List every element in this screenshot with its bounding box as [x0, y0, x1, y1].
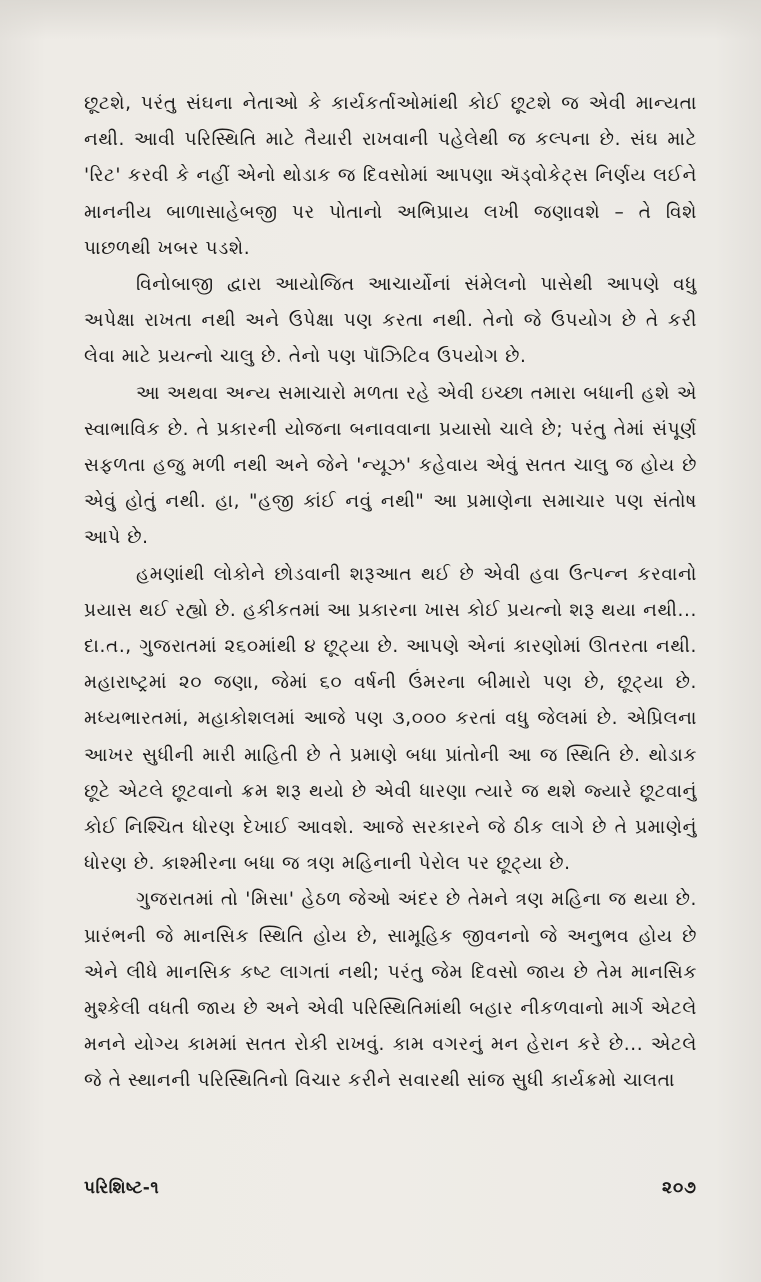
page-shadow [0, 0, 761, 40]
paragraph-2: વિનોબાજી દ્વારા આયોજિત આચાર્યોનાં સંમેલનો પાસેથી આપણે વધુ અપેક્ષા રાખતા નથી અને ઉપેક્ષા પણ કરતા નથી. તેનો જે ઉપયોગ છે તે કરી લેવા માટે પ્રયત્નો ચાલુ છે. તેનો પણ પૉઝિટિવ ઉપયોગ છે. [84, 274, 697, 368]
body-text [84, 86, 697, 1100]
paragraph-3: આ અથવા અન્ય સમાચારો મળતા રહે એવી ઇચ્છા તમારા બધાની હશે એ સ્વાભાવિક છે. તે પ્રકારની યોજના બનાવવાના પ્રયાસો ચાલે છે; પરંતુ તેમાં સંપૂર્ણ સફળતા હજુ મળી નથી અને જેને 'ન્યૂઝ' કહેવાય એવું સતત ચાલુ જ હોય છે એવું હોતું નથી. હા, "હજી કાંઈ નવું નથી" આ પ્રમાણેના સમાચાર પણ સંતોષ આપે છે. [84, 382, 697, 549]
paragraph-1: છૂટશે, પરંતુ સંઘના નેતાઓ કે કાર્યકર્તાઓમાંથી કોઈ છૂટશે જ એવી માન્યતા નથી. આવી પરિસ્થિતિ માટે તૈયારી રાખવાની પહેલેથી જ કલ્પના છે. સંઘ માટે 'રિટ' કરવી કે નહીં એનો થોડાક જ દિવસોમાં આપણા ઍડ્વોકેટ્સ નિર્ણય લઈને માનનીય બાળાસાહેબજી પર પોતાનો અભિપ્રાય લખી જણાવશે – તે વિશે પાછળથી ખબર પડશે. [84, 93, 697, 259]
paragraph-4: હમણાંથી લોકોને છોડવાની શરૂઆત થઈ છે એવી હવા ઉત્પન્ન કરવાનો પ્રયાસ થઈ રહ્યો છે. હકીકતમાં આ પ્રકારના ખાસ કોઈ પ્રયત્નો શરૂ થયા નથી... દા.ત., ગુજરાતમાં ૨૬૦માંથી ૪ છૂટ્યા છે. આપણે એનાં કારણોમાં ઊતરતા નથી. મહારાષ્ટ્રમાં ૨૦ જણા, જેમાં ૬૦ વર્ષની ઉંમરના બીમારો પણ છે, છૂટ્યા છે. મધ્યભારતમાં, મહાકોશલમાં આજે પણ ૩,૦૦૦ કરતાં વધુ જેલમાં છે. એપ્રિલના આખર સુધીની મારી માહિતી છે તે પ્રમાણે બધા પ્રાંતોની આ જ સ્થિતિ છે. થોડાક છૂટે એટલે છૂટવાનો ક્રમ શરૂ થયો છે એવી ધારણા ત્યારે જ થશે જ્યારે છૂટવાનું કોઈ નિશ્ચિત ધોરણ દેખાઈ આવશે. આજે સરકારને જે ઠીક લાગે છે તે પ્રમાણેનું ધોરણ છે. કાશ્મીરના બધા જ ત્રણ મહિનાની પેરોલ પર છૂટ્યા છે. [84, 563, 697, 875]
section-label: પરિશિષ્ટ-૧ [84, 1178, 160, 1198]
page-number: ૨૦૭ [661, 1178, 697, 1198]
paragraph-5: ગુજરાતમાં તો 'મિસા' હેઠળ જેઓ અંદર છે તેમને ત્રણ મહિના જ થયા છે. પ્રારંભની જે માનસિક સ્થિતિ હોય છે, સામૂહિક જીવનનો જે અનુભવ હોય છે એને લીધે માનસિક કષ્ટ લાગતાં નથી; પરંતુ જેમ દિવસો જાય છે તેમ માનસિક મુશ્કેલી વધતી જાય છે અને એવી પરિસ્થિતિમાંથી બહાર નીકળવાનો માર્ગ એટલે મનને યોગ્ય કામમાં સતત રોકી રાખવું. કામ વગરનું મન હેરાન કરે છે... એટલે જે તે સ્થાનની પરિસ્થિતિનો વિચાર કરીને સવારથી સાંજ સુધી કાર્યક્રમો ચાલતા [84, 889, 697, 1092]
